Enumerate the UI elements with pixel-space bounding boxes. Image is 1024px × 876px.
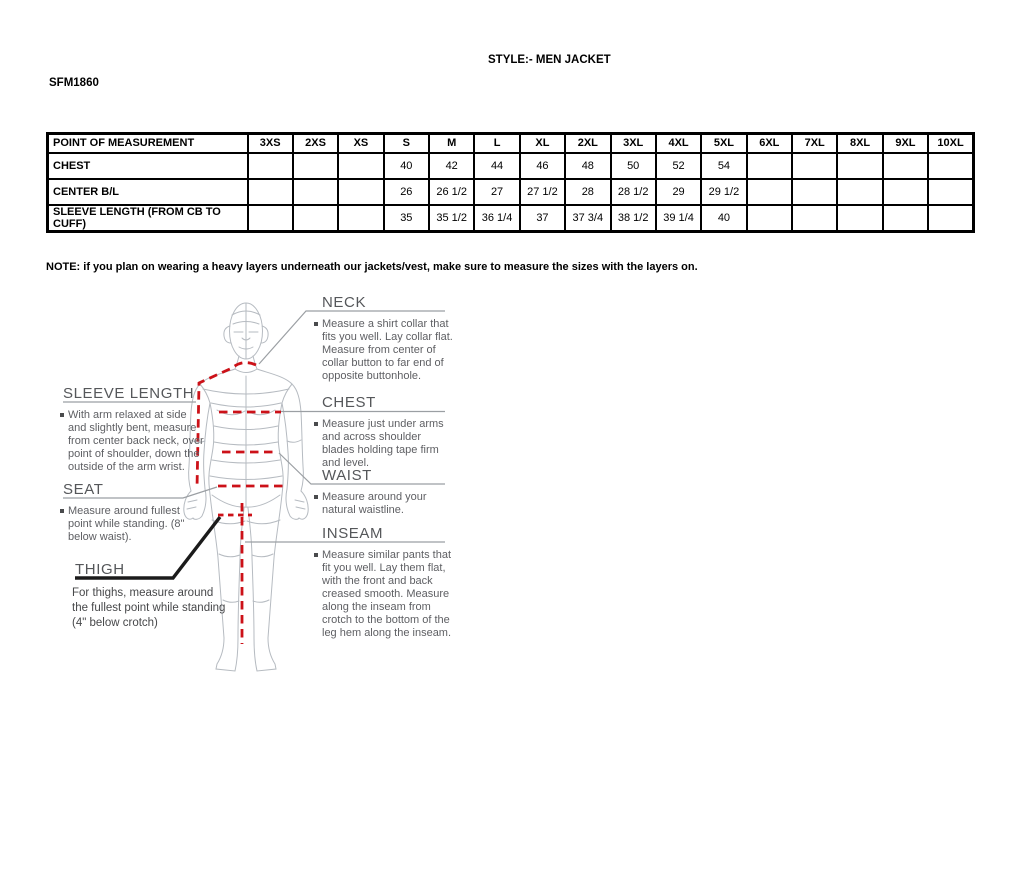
size-cell: 46 xyxy=(520,153,565,179)
column-header: 2XL xyxy=(565,134,610,153)
bullet-icon xyxy=(314,322,318,326)
row-label: CHEST xyxy=(48,153,248,179)
label-thigh-title: THIGH xyxy=(75,561,125,578)
label-thigh-description: For thighs, measure around the fullest point while standing (4" below crotch) xyxy=(72,587,226,629)
page-title: STYLE:- MEN JACKET xyxy=(488,54,611,66)
size-cell xyxy=(928,179,973,205)
size-cell: 28 xyxy=(565,179,610,205)
label-inseam-description: Measure similar pants that fit you well. Lay them flat, with the front and back creased smooth. Measure along the inseam from crotch to the bottom of the leg hem along the inseam. xyxy=(322,549,452,639)
label-waist xyxy=(306,468,454,517)
size-cell: 27 1/2 xyxy=(520,179,565,205)
bullet-icon xyxy=(314,422,318,426)
note-text: NOTE: if you plan on wearing a heavy layers underneath our jackets/vest, make sure to measure the sizes with the layers on. xyxy=(46,261,698,273)
size-cell xyxy=(293,179,338,205)
size-cell: 29 xyxy=(656,179,701,205)
label-sleeve-length-title: SLEEVE LENGTH xyxy=(63,385,195,402)
column-header: L xyxy=(474,134,519,153)
size-cell: 50 xyxy=(611,153,656,179)
column-header: 10XL xyxy=(928,134,973,153)
label-chest-description: Measure just under arms and across shoulder blades holding tape firm and level. xyxy=(322,418,444,469)
column-header: 9XL xyxy=(883,134,928,153)
size-cell: 35 1/2 xyxy=(429,205,474,232)
size-cell xyxy=(747,153,792,179)
label-seat xyxy=(55,482,205,544)
size-cell xyxy=(883,179,928,205)
table-row-chest xyxy=(48,153,974,179)
column-header: XS xyxy=(338,134,383,153)
size-cell: 48 xyxy=(565,153,610,179)
row-label: SLEEVE LENGTH (FROM CB TO CUFF) xyxy=(48,205,248,232)
size-cell xyxy=(837,153,882,179)
table-row-center-bl xyxy=(48,179,974,205)
label-seat-title: SEAT xyxy=(63,481,104,498)
size-cell xyxy=(747,205,792,232)
size-cell: 37 3/4 xyxy=(565,205,610,232)
size-cell xyxy=(747,179,792,205)
column-header: 2XS xyxy=(293,134,338,153)
column-header: M xyxy=(429,134,474,153)
size-cell: 38 1/2 xyxy=(611,205,656,232)
size-cell: 28 1/2 xyxy=(611,179,656,205)
label-waist-description: Measure around your natural waistline. xyxy=(322,491,427,516)
column-header: 4XL xyxy=(656,134,701,153)
size-cell xyxy=(248,153,293,179)
size-cell: 26 xyxy=(384,179,429,205)
label-sleeve-length-description: With arm relaxed at side and slightly bent, measure from center back neck, over point of shoulder, down the outside of the arm wrist. xyxy=(68,409,204,473)
column-header: 3XL xyxy=(611,134,656,153)
size-cell xyxy=(293,153,338,179)
label-inseam xyxy=(306,526,454,640)
label-thigh xyxy=(67,562,232,631)
bullet-icon xyxy=(314,495,318,499)
size-cell xyxy=(883,205,928,232)
size-cell xyxy=(338,205,383,232)
size-cell xyxy=(883,153,928,179)
size-cell xyxy=(792,205,837,232)
size-cell: 40 xyxy=(701,205,746,232)
size-cell: 39 1/4 xyxy=(656,205,701,232)
row-label: CENTER B/L xyxy=(48,179,248,205)
size-cell xyxy=(792,179,837,205)
size-cell xyxy=(248,205,293,232)
size-chart-table xyxy=(46,132,975,233)
size-cell: 37 xyxy=(520,205,565,232)
size-cell xyxy=(792,153,837,179)
size-cell xyxy=(928,205,973,232)
label-waist-title: WAIST xyxy=(322,467,372,484)
column-header: 6XL xyxy=(747,134,792,153)
size-cell xyxy=(837,179,882,205)
column-header: 5XL xyxy=(701,134,746,153)
label-chest-title: CHEST xyxy=(322,394,376,411)
column-header: 8XL xyxy=(837,134,882,153)
size-cell: 42 xyxy=(429,153,474,179)
label-neck-description: Measure a shirt collar that fits you well. Lay collar flat. Measure from center of collar button to far end of opposite buttonhole. xyxy=(322,318,453,382)
size-cell xyxy=(837,205,882,232)
measurement-guide-diagram xyxy=(40,290,470,690)
label-neck xyxy=(306,295,454,383)
size-cell xyxy=(338,153,383,179)
size-cell xyxy=(928,153,973,179)
label-neck-title: NECK xyxy=(322,294,367,311)
size-cell: 35 xyxy=(384,205,429,232)
size-cell: 29 1/2 xyxy=(701,179,746,205)
column-header: S xyxy=(384,134,429,153)
bullet-icon xyxy=(60,509,64,513)
column-header: XL xyxy=(520,134,565,153)
size-cell xyxy=(293,205,338,232)
table-row-sleeve-length xyxy=(48,205,974,232)
size-cell: 44 xyxy=(474,153,519,179)
size-cell: 40 xyxy=(384,153,429,179)
bullet-icon xyxy=(60,413,64,417)
size-cell xyxy=(338,179,383,205)
size-cell xyxy=(248,179,293,205)
label-sleeve-length xyxy=(55,386,205,474)
column-header: POINT OF MEASUREMENT xyxy=(48,134,248,153)
label-chest xyxy=(306,395,454,470)
size-cell: 54 xyxy=(701,153,746,179)
size-cell: 52 xyxy=(656,153,701,179)
column-header: 3XS xyxy=(248,134,293,153)
size-cell: 26 1/2 xyxy=(429,179,474,205)
label-seat-description: Measure around fullest point while standing. (8" below waist). xyxy=(68,505,185,543)
size-cell: 27 xyxy=(474,179,519,205)
table-header-row xyxy=(48,134,974,153)
size-cell: 36 1/4 xyxy=(474,205,519,232)
column-header: 7XL xyxy=(792,134,837,153)
style-code: SFM1860 xyxy=(49,77,99,89)
bullet-icon xyxy=(314,553,318,557)
label-inseam-title: INSEAM xyxy=(322,525,384,542)
